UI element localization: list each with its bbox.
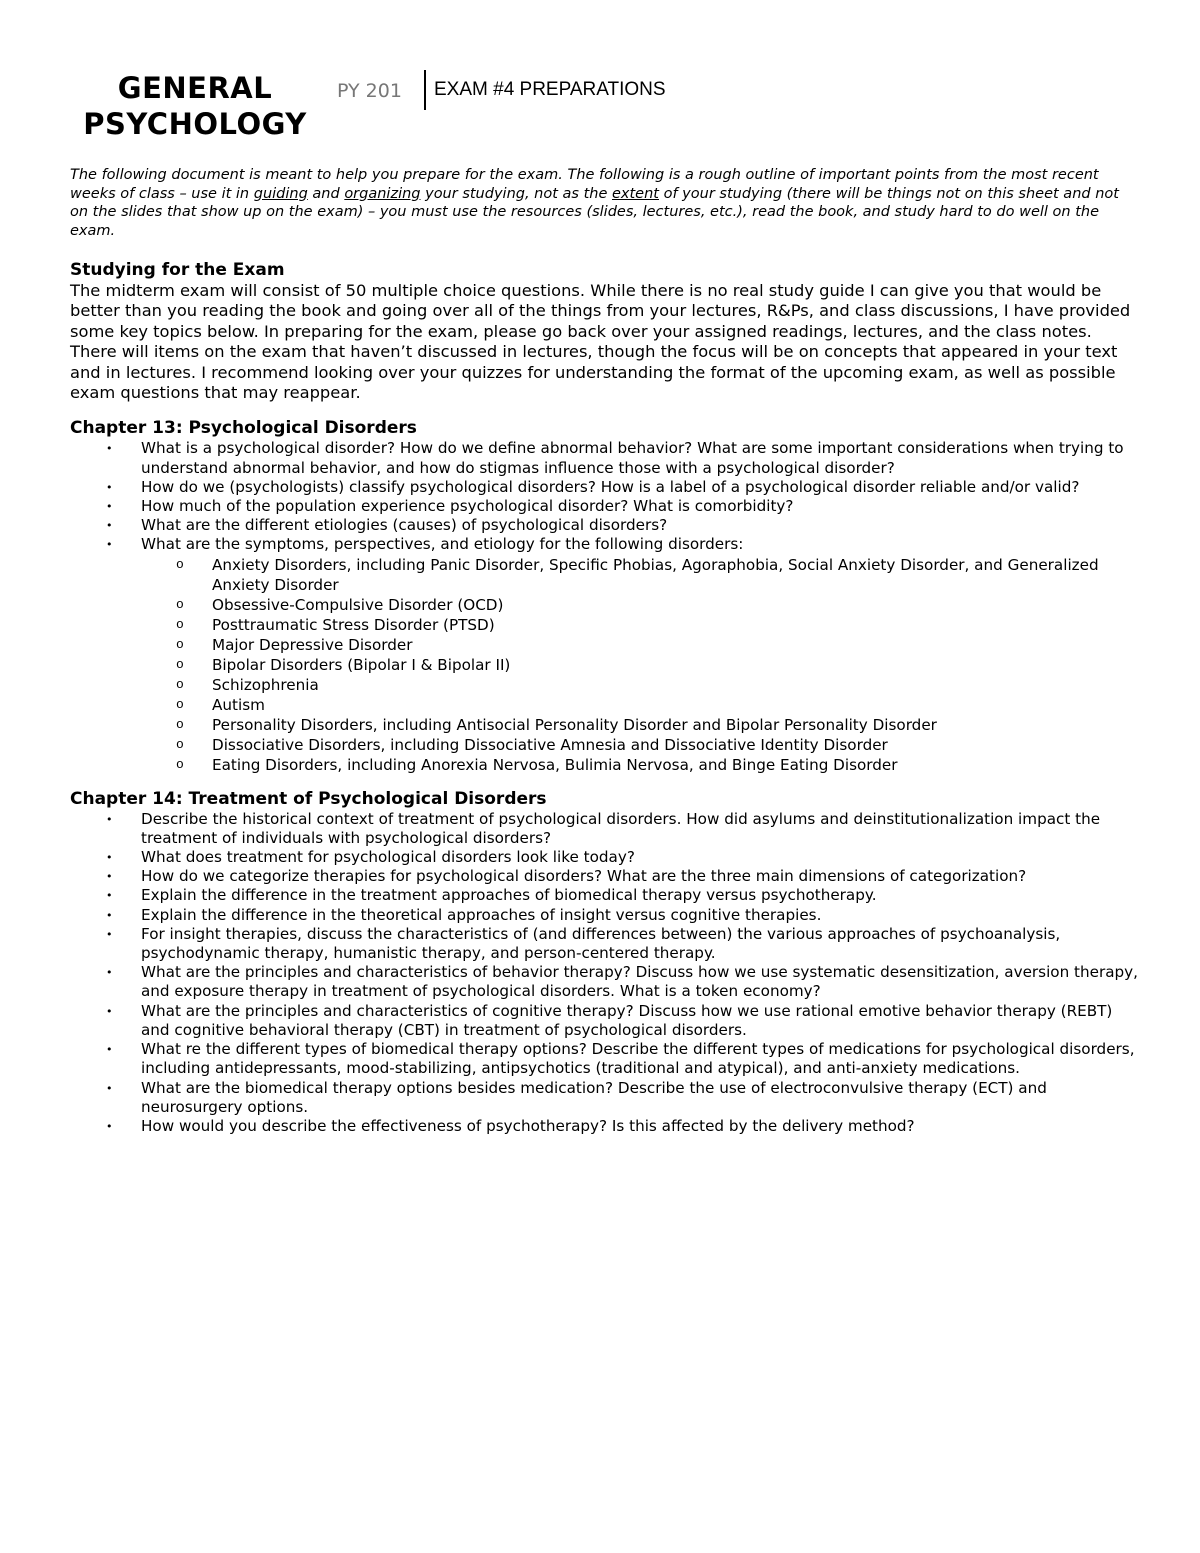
bullet-icon: •: [106, 538, 113, 552]
sub-bullet-icon: o: [176, 676, 184, 692]
intro-underline-guiding: guiding: [253, 185, 308, 202]
sub-bullet-icon: o: [176, 736, 184, 752]
document-body: [70, 259, 1140, 1149]
studying-heading: Studying for the Exam: [70, 260, 285, 280]
list-item: [70, 886, 1140, 905]
sublist-item: [141, 655, 1140, 675]
bullet-icon: •: [106, 966, 113, 980]
bullet-icon: •: [106, 851, 113, 865]
sublist-item: [141, 615, 1140, 635]
list-item-text: What re the different types of biomedical therapy options? Describe the different types of medications for psychological disorders, including antidepressants, mood-stabilizing, antipsychotics (traditional and atypical), and anti-anxiety medications.: [141, 1040, 1135, 1078]
list-item-text: Explain the difference in the treatment approaches of biomedical therapy versus psychotherapy.: [141, 886, 877, 905]
sublist-item-text: Anxiety Disorders, including Panic Disorder, Specific Phobias, Agoraphobia, Social Anxiety Disorder, and Generalized Anxiety Disorder: [212, 555, 1099, 594]
sub-bullet-icon: o: [176, 656, 184, 672]
title-line-general: GENERAL: [117, 71, 273, 105]
sublist-item: [141, 595, 1140, 615]
bullet-icon: •: [106, 519, 113, 533]
chapter13-list: [70, 439, 1140, 774]
sub-bullet-icon: o: [176, 556, 184, 572]
header-divider: [424, 70, 426, 110]
list-item: [70, 516, 1140, 535]
intro-underline-extent: extent: [612, 185, 659, 202]
intro-text: your studying, not as the: [420, 185, 612, 202]
sublist-item-text: Obsessive-Compulsive Disorder (OCD): [212, 595, 504, 614]
list-item: [70, 439, 1140, 477]
list-item: [70, 810, 1140, 848]
list-item-text: What are the principles and characteristics of behavior therapy? Discuss how we use systematic desensitization, aversion therapy, and exposure therapy in treatment of psychological disorders. What is a token economy?: [141, 963, 1138, 1001]
list-item-text: What are the symptoms, perspectives, and etiology for the following disorders:: [141, 535, 744, 554]
sub-bullet-icon: o: [176, 616, 184, 632]
bullet-icon: •: [106, 1043, 113, 1057]
sublist-item: [141, 675, 1140, 695]
list-item-text: Describe the historical context of treatment of psychological disorders. How did asylums and deinstitutionalization impact the treatment of individuals with psychological disorders?: [141, 809, 1101, 847]
list-item: [70, 1040, 1140, 1078]
exam-title: EXAM #4 PREPARATIONS: [434, 79, 666, 100]
sublist-item: [141, 755, 1140, 775]
sublist-item: [141, 715, 1140, 735]
disorders-sublist: [141, 555, 1140, 775]
list-item-text: What does treatment for psychological disorders look like today?: [141, 848, 635, 867]
sublist-item-text: Major Depressive Disorder: [212, 635, 413, 654]
list-item-text: What is a psychological disorder? How do we define abnormal behavior? What are some important considerations when trying to understand abnormal behavior, and how do stigmas influence those with a psychological disorder?: [141, 439, 1124, 477]
list-item: [70, 1079, 1140, 1117]
intro-underline-organizing: organizing: [344, 185, 421, 202]
bullet-icon: •: [106, 908, 113, 922]
list-item-text: For insight therapies, discuss the characteristics of (and differences between) the various approaches of psychoanalysis, psychodynamic therapy, humanistic therapy, and person-centered therapy.: [141, 924, 1061, 963]
bullet-icon: •: [106, 889, 113, 903]
document-header: [70, 70, 1130, 150]
intro-text: and: [307, 185, 345, 202]
list-item-text: What are the different etiologies (causes) of psychological disorders?: [141, 516, 668, 535]
intro-text: The following document is meant to help you prepare for the exam. The following is a rough outline of important points from the most recent weeks of class – use it in: [70, 167, 1099, 202]
bullet-icon: •: [106, 500, 113, 514]
chapter13-heading: Chapter 13: Psychological Disorders: [70, 418, 417, 439]
intro-text: of your studying (there will be things not on this sheet and not on the slides that show up on the exam) – you must use the resources (slides, lectures, etc.), read the book, and study hard to do well on the exam.: [70, 185, 1119, 239]
title-line-psychology: PSYCHOLOGY: [83, 107, 307, 141]
list-item-text: What are the principles and characteristics of cognitive therapy? Discuss how we use rational emotive behavior therapy (REBT) and cognitive behavioral therapy (CBT) in treatment of psychological disorders.: [141, 1001, 1113, 1039]
sublist-item-text: Bipolar Disorders (Bipolar I & Bipolar II): [212, 655, 511, 674]
bullet-icon: •: [106, 812, 113, 826]
bullet-icon: •: [106, 1119, 113, 1133]
chapter14-heading: Chapter 14: Treatment of Psychological Disorders: [70, 788, 547, 809]
sublist-item-text: Schizophrenia: [212, 675, 319, 694]
bullet-icon: •: [106, 442, 113, 456]
list-item: [70, 478, 1140, 497]
sublist-item-text: Autism: [212, 695, 265, 714]
list-item: [70, 867, 1140, 886]
document-title: [70, 70, 320, 142]
list-item-text: What are the biomedical therapy options besides medication? Describe the use of electroconvulsive therapy (ECT) and neurosurgery options.: [141, 1078, 1047, 1116]
list-item-text: How would you describe the effectiveness of psychotherapy? Is this affected by the delivery method?: [141, 1116, 915, 1135]
list-item-text: How do we categorize therapies for psychological disorders? What are the three main dimensions of categorization?: [141, 867, 1027, 886]
list-item-text: Explain the difference in the theoretical approaches of insight versus cognitive therapies.: [141, 905, 822, 924]
list-item: [70, 963, 1140, 1001]
course-code: PY 201: [337, 80, 402, 102]
sublist-item: [141, 735, 1140, 755]
list-item: [70, 925, 1140, 963]
sub-bullet-icon: o: [176, 756, 184, 772]
list-item: [70, 535, 1140, 774]
sublist-item-text: Posttraumatic Stress Disorder (PTSD): [212, 615, 495, 634]
sub-bullet-icon: o: [176, 636, 184, 652]
sub-bullet-icon: o: [176, 696, 184, 712]
intro-paragraph: [70, 166, 1135, 240]
sub-bullet-icon: o: [176, 596, 184, 612]
sublist-item-text: Personality Disorders, including Antisocial Personality Disorder and Bipolar Personality Disorder: [212, 715, 937, 734]
bullet-icon: •: [106, 1004, 113, 1018]
list-item: [70, 1002, 1140, 1040]
sublist-item-text: Eating Disorders, including Anorexia Nervosa, Bulimia Nervosa, and Binge Eating Disorder: [212, 755, 898, 774]
chapter14-list: [70, 810, 1140, 1136]
list-item: [70, 906, 1140, 925]
sublist-item: [141, 635, 1140, 655]
studying-paragraph: The midterm exam will consist of 50 multiple choice questions. While there is no real study guide I can give you that would be better than you reading the book and going over all of the things from your lectures, R&Ps, and class discussions, I have provided some key topics below. In preparing for the exam, please go back over your assigned readings, lectures, and the class notes. There will items on the exam that haven’t discussed in lectures, though the focus will be on concepts that appeared in your text and in lectures. I recommend looking over your quizzes for understanding the format of the upcoming exam, as well as possible exam questions that may reappear.: [70, 281, 1131, 403]
sublist-item: [141, 555, 1140, 595]
list-item: [70, 1117, 1140, 1136]
list-item-text: How do we (psychologists) classify psychological disorders? How is a label of a psychological disorder reliable and/or valid?: [141, 477, 1080, 496]
bullet-icon: •: [106, 870, 113, 884]
list-item-text: How much of the population experience psychological disorder? What is comorbidity?: [141, 497, 794, 516]
bullet-icon: •: [106, 927, 113, 941]
list-item: [70, 497, 1140, 516]
sublist-item: [141, 695, 1140, 715]
bullet-icon: •: [106, 480, 113, 494]
list-item: [70, 848, 1140, 867]
bullet-icon: •: [106, 1081, 113, 1095]
sub-bullet-icon: o: [176, 716, 184, 732]
sublist-item-text: Dissociative Disorders, including Dissociative Amnesia and Dissociative Identity Disorder: [212, 735, 888, 754]
